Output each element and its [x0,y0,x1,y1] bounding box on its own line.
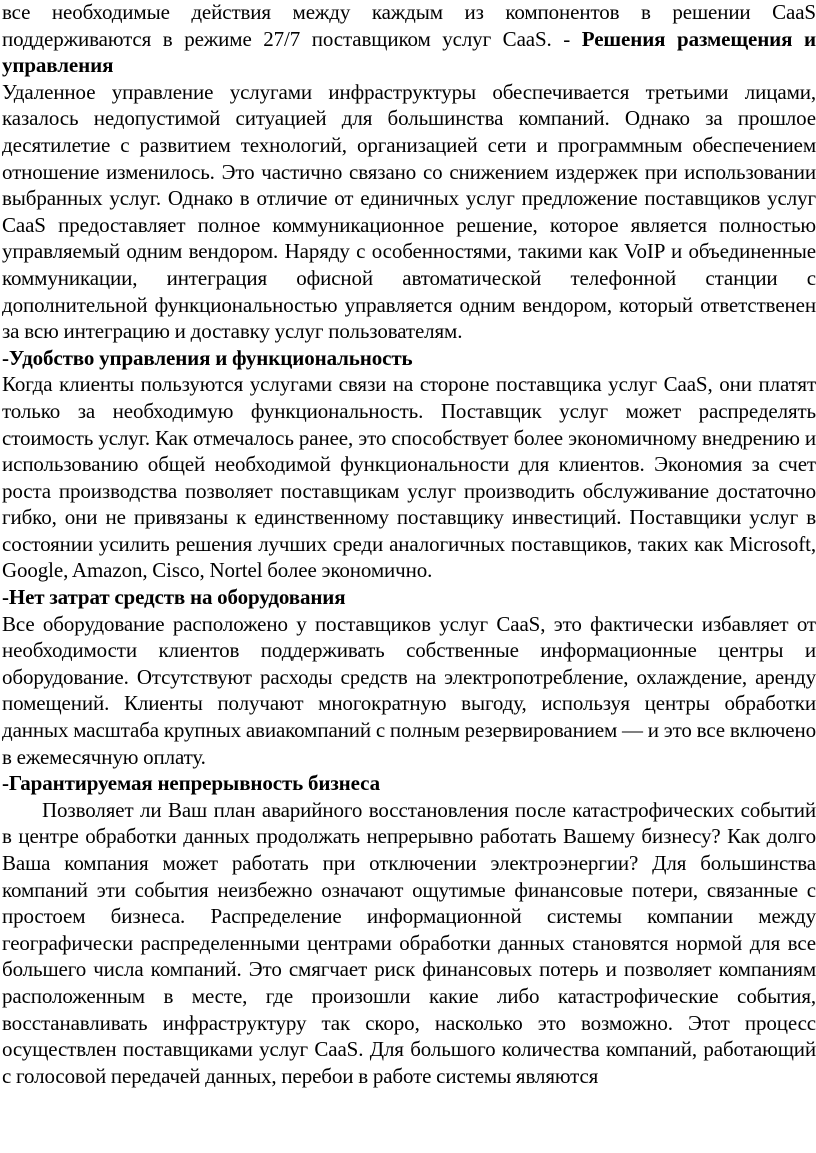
section-heading-continuity: -Гарантируемая непрерывность бизнеса [2,771,380,796]
section-body-hosting: Удаленное управление услугами инфраструктуры обеспечивается третьими лицами, казалось недопустимой ситуацией для большинства компаний. Однако за прошлое десятилетие с развитием технологий, организацией сети и программным обеспечением отношение изменилось. Это частично связано со снижением издержек при использовании выбранных услуг. Однако в отличие от единичных услуг предложение поставщиков услуг CaaS предоставляет полное коммуникационное решение, которое является полностью управляемый одним вендором. Наряду с особенностями, такими как VoIP и объединенные коммуникации, интеграция офисной автоматической телефонной станции с дополнительной функциональностью управляется одним вендором, который ответственен за всю интеграцию и доставку услуг пользователям. [2,79,816,344]
section-heading-equipment: -Нет затрат средств на оборудования [2,585,346,610]
intro-text: все необходимые действия между каждым из компонентов в решении CaaS поддерживаются в режиме 27/7 поставщиком услуг CaaS. - [2,0,816,51]
section-body-management: Когда клиенты пользуются услугами связи на стороне поставщика услуг CaaS, они платят только за необходимую функциональность. Поставщик услуг может распределять стоимость услуг. Как отмечалось ранее, это способствует более экономичному внедрению и использованию общей необходимой функциональности для клиентов. Экономия за счет роста производства позволяет поставщикам услуг производить обслуживание достаточно гибко, они не привязаны к единственному поставщику инвестиций. Поставщики услуг в состоянии усилить решения лучших среди аналогичных поставщиков, таких как Microsoft, Google, Amazon, Cisco, Nortel более экономично. [2,372,816,583]
section-body-equipment: Все оборудование расположено у поставщиков услуг CaaS, это фактически избавляет от необходимости клиентов поддерживать собственные информационные центры и оборудование. Отсутствуют расходы средств на электропотребление, охлаждение, аренду помещений. Клиенты получают многократную выгоду, используя центры обработки данных масштаба крупных авиакомпаний с полным резервированием — и это все включено в ежемесячную оплату. [2,611,816,769]
section-heading-hosting: Решения размещения и управления [2,26,816,78]
section-heading-management: -Удобство управления и функциональность [2,345,413,370]
section-body-continuity: Позволяет ли Ваш план аварийного восстановления после катастрофических событий в центре обработки данных продолжать непрерывно работать Вашему бизнесу? Как долго Ваша компания может работать при отключении электроэнергии? Для большинства компаний эти события неизбежно означают ощутимые финансовые потери, связанные с простоем бизнеса. Распределение информационной системы компании между географически распределенными центрами обработки данных становятся нормой для все большего числа компаний. Это смягчает риск финансовых потерь и позволяет компаниям расположенным в месте, где произошли какие либо катастрофические события, восстанавливать инфраструктуру так скоро, насколько это возможно. Этот процесс осуществлен поставщиками услуг CaaS. Для большого количества компаний, работающий с голосовой передачей данных, перебои в работе системы являются [2,797,816,1088]
intro-paragraph [2,0,816,79]
